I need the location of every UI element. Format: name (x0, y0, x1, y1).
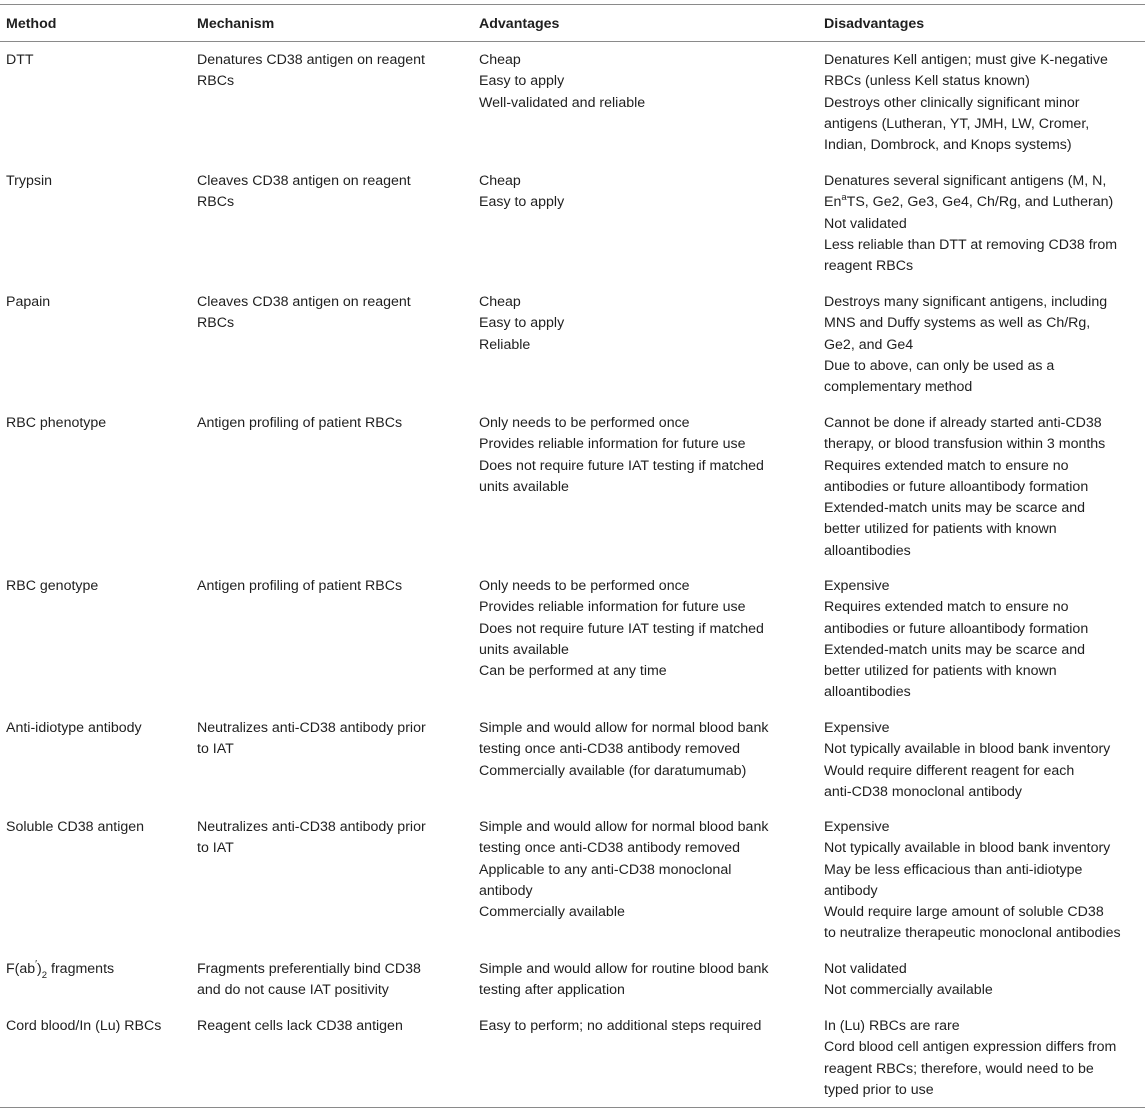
cell-line: Cleaves CD38 antigen on reagent (197, 173, 411, 189)
cell-line: therapy, or blood transfusion within 3 months (824, 436, 1106, 453)
table-row (0, 951, 1145, 1008)
cell-line: anti-CD38 monoclonal antibody (824, 783, 1022, 800)
cell-line: complementary method (824, 379, 973, 396)
cell-line: Requires extended match to ensure no (824, 457, 1069, 474)
cell-line: Cheap (479, 52, 521, 68)
table-body (0, 42, 1145, 1107)
cell-mechanism (197, 171, 467, 214)
cell-line: Applicable to any anti-CD38 monoclonal (479, 861, 732, 878)
cell-advantages (479, 817, 809, 923)
cell-line: RBCs (197, 73, 235, 90)
cell-line: units available (479, 641, 569, 658)
cell-line: Simple and would allow for normal blood bank (479, 720, 769, 736)
cell-line: RBC genotype (6, 578, 99, 594)
cell-line: RBC phenotype (6, 415, 107, 431)
cell-line: Would require different reagent for each (824, 762, 1075, 779)
cell-method (6, 292, 186, 313)
cell-line: alloantibodies (824, 542, 911, 559)
table-row (0, 809, 1145, 951)
cell-line: antibody (824, 882, 878, 899)
cell-line: alloantibodies (824, 684, 911, 701)
cell-line: In (Lu) RBCs are rare (824, 1018, 960, 1034)
cell-line: Anti-idiotype antibody (6, 720, 142, 736)
cell-line: to neutralize therapeutic monoclonal antibodies (824, 925, 1121, 942)
cell-line: Antigen profiling of patient RBCs (197, 415, 403, 431)
cell-line: Reliable (479, 336, 531, 353)
cell-line: Provides reliable information for future use (479, 436, 746, 453)
cell-disadvantages (824, 171, 1144, 277)
table-row (0, 1008, 1145, 1107)
cell-line: Due to above, can only be used as a (824, 357, 1055, 374)
cell-line: Extended-match units may be scarce and (824, 641, 1086, 658)
cell-line: Destroys many significant antigens, including (824, 294, 1108, 310)
cell-line: Not validated (824, 215, 907, 232)
cell-method (6, 959, 186, 981)
cell-mechanism (197, 50, 467, 93)
cell-method (6, 718, 186, 739)
cell-line: testing after application (479, 982, 625, 999)
cell-line: reagent RBCs; therefore, would need to be (824, 1060, 1094, 1077)
cell-line: to IAT (197, 741, 234, 758)
header-method: Method (6, 16, 57, 32)
cell-line: Only needs to be performed once (479, 578, 690, 594)
cell-line: Commercially available (479, 904, 625, 921)
cell-line: Soluble CD38 antigen (6, 819, 145, 835)
cell-line: reagent RBCs (824, 258, 914, 275)
header-disadvantages: Disadvantages (824, 16, 925, 32)
cell-advantages (479, 718, 809, 782)
table-row (0, 284, 1145, 405)
table-row (0, 42, 1145, 163)
cell-line: Requires extended match to ensure no (824, 599, 1069, 616)
cell-line: testing once anti-CD38 antibody removed (479, 741, 741, 758)
cell-disadvantages (824, 1016, 1144, 1101)
cell-line: Expensive (824, 819, 890, 835)
cell-line: Not validated (824, 961, 907, 977)
cell-line: Does not require future IAT testing if matched (479, 620, 764, 637)
cell-line: Simple and would allow for routine blood bank (479, 961, 769, 977)
cell-method (6, 171, 186, 192)
cell-line: Cord blood/In (Lu) RBCs (6, 1018, 162, 1034)
cell-line: Extended-match units may be scarce and (824, 500, 1086, 517)
cell-line: Reagent cells lack CD38 antigen (197, 1018, 403, 1034)
cell-line: Destroys other clinically significant minor (824, 94, 1080, 111)
cell-line: Cord blood cell antigen expression differs from (824, 1039, 1117, 1056)
cell-disadvantages (824, 718, 1144, 803)
cell-line: Not commercially available (824, 982, 993, 999)
cell-line: Neutralizes anti-CD38 antibody prior (197, 819, 426, 835)
cell-mechanism (197, 292, 467, 335)
cell-line: Not typically available in blood bank inventory (824, 741, 1111, 758)
cell-advantages (479, 413, 809, 498)
cell-disadvantages (824, 959, 1144, 1002)
cell-mechanism (197, 576, 467, 597)
cell-line: Does not require future IAT testing if matched (479, 457, 764, 474)
cell-line: units available (479, 478, 569, 495)
cell-line: Indian, Dombrock, and Knops systems) (824, 137, 1072, 154)
cell-line: Simple and would allow for normal blood bank (479, 819, 769, 835)
table-row (0, 163, 1145, 284)
cell-line: Expensive (824, 578, 890, 594)
cell-line: Easy to apply (479, 73, 565, 90)
cell-line: Would require large amount of soluble CD38 (824, 904, 1104, 921)
cell-line: Cheap (479, 294, 521, 310)
cell-line: Ge2, and Ge4 (824, 336, 914, 353)
cell-line: Easy to apply (479, 194, 565, 211)
cell-line: antigens (Lutheran, YT, JMH, LW, Cromer, (824, 115, 1090, 132)
cell-disadvantages (824, 292, 1144, 398)
cell-line: antibody (479, 882, 533, 899)
cell-line: Expensive (824, 720, 890, 736)
cell-line: Well-validated and reliable (479, 94, 646, 111)
cell-mechanism (197, 959, 467, 1002)
cell-line: Commercially available (for daratumumab) (479, 762, 747, 779)
cell-line: Only needs to be performed once (479, 415, 690, 431)
cell-line: Antigen profiling of patient RBCs (197, 578, 403, 594)
cell-line: May be less efficacious than anti-idiotype (824, 861, 1083, 878)
cell-mechanism (197, 1016, 467, 1037)
cell-line: better utilized for patients with known (824, 521, 1057, 538)
cell-line: Denatures CD38 antigen on reagent (197, 52, 425, 68)
cell-mechanism (197, 718, 467, 761)
table-row (0, 568, 1145, 710)
cell-line: RBCs (unless Kell status known) (824, 73, 1030, 90)
cell-advantages (479, 959, 809, 1002)
cell-method (6, 413, 186, 434)
cell-line: Provides reliable information for future use (479, 599, 746, 616)
cell-mechanism (197, 413, 467, 434)
cell-line: Cannot be done if already started anti-CD38 (824, 415, 1102, 431)
cell-line: RBCs (197, 194, 235, 211)
cell-line: Easy to perform; no additional steps required (479, 1018, 762, 1034)
cell-line: Denatures Kell antigen; must give K-negative (824, 52, 1108, 68)
table-header-row (0, 5, 1145, 42)
cell-method (6, 817, 186, 838)
cell-line: Cleaves CD38 antigen on reagent (197, 294, 411, 310)
cell-disadvantages (824, 50, 1144, 156)
cell-line: En$^a$TS, Ge2, Ge3, Ge4, Ch/Rg, and Lutheran) (824, 191, 1114, 211)
cell-method (6, 50, 186, 71)
cell-line: RBCs (197, 315, 235, 332)
cell-line: and do not cause IAT positivity (197, 982, 389, 999)
cell-disadvantages (824, 817, 1144, 945)
cell-advantages (479, 1016, 809, 1037)
cell-line: Cheap (479, 173, 521, 189)
cell-advantages (479, 292, 809, 356)
cell-advantages (479, 576, 809, 682)
cell-advantages (479, 50, 809, 114)
cell-line: Denatures several significant antigens (M, N, (824, 173, 1107, 189)
cell-mechanism (197, 817, 467, 860)
header-advantages: Advantages (479, 16, 560, 32)
cell-advantages (479, 171, 809, 214)
header-mechanism: Mechanism (197, 16, 275, 32)
cell-line: Can be performed at any time (479, 663, 667, 680)
cell-line: Easy to apply (479, 315, 565, 332)
cell-disadvantages (824, 576, 1144, 704)
cell-line: Papain (6, 294, 51, 310)
cell-line: antibodies or future alloantibody formation (824, 478, 1089, 495)
cell-line: better utilized for patients with known (824, 663, 1057, 680)
cell-line: Not typically available in blood bank inventory (824, 840, 1111, 857)
cell-line: to IAT (197, 840, 234, 857)
cell-line: $F(ab')_2$ fragments (6, 959, 115, 981)
cell-line: DTT (6, 52, 34, 68)
cell-line: Neutralizes anti-CD38 antibody prior (197, 720, 426, 736)
cell-line: testing once anti-CD38 antibody removed (479, 840, 741, 857)
cell-line: antibodies or future alloantibody formation (824, 620, 1089, 637)
cell-line: typed prior to use (824, 1081, 934, 1098)
cell-line: Fragments preferentially bind CD38 (197, 961, 421, 977)
cell-line: Trypsin (6, 173, 52, 189)
cell-line: MNS and Duffy systems as well as Ch/Rg, (824, 315, 1091, 332)
cell-line: Less reliable than DTT at removing CD38 from (824, 236, 1118, 253)
cell-method (6, 1016, 186, 1037)
table-row (0, 405, 1145, 568)
table-row (0, 710, 1145, 809)
cell-disadvantages (824, 413, 1144, 562)
cell-method (6, 576, 186, 597)
comparison-table (0, 4, 1145, 1108)
